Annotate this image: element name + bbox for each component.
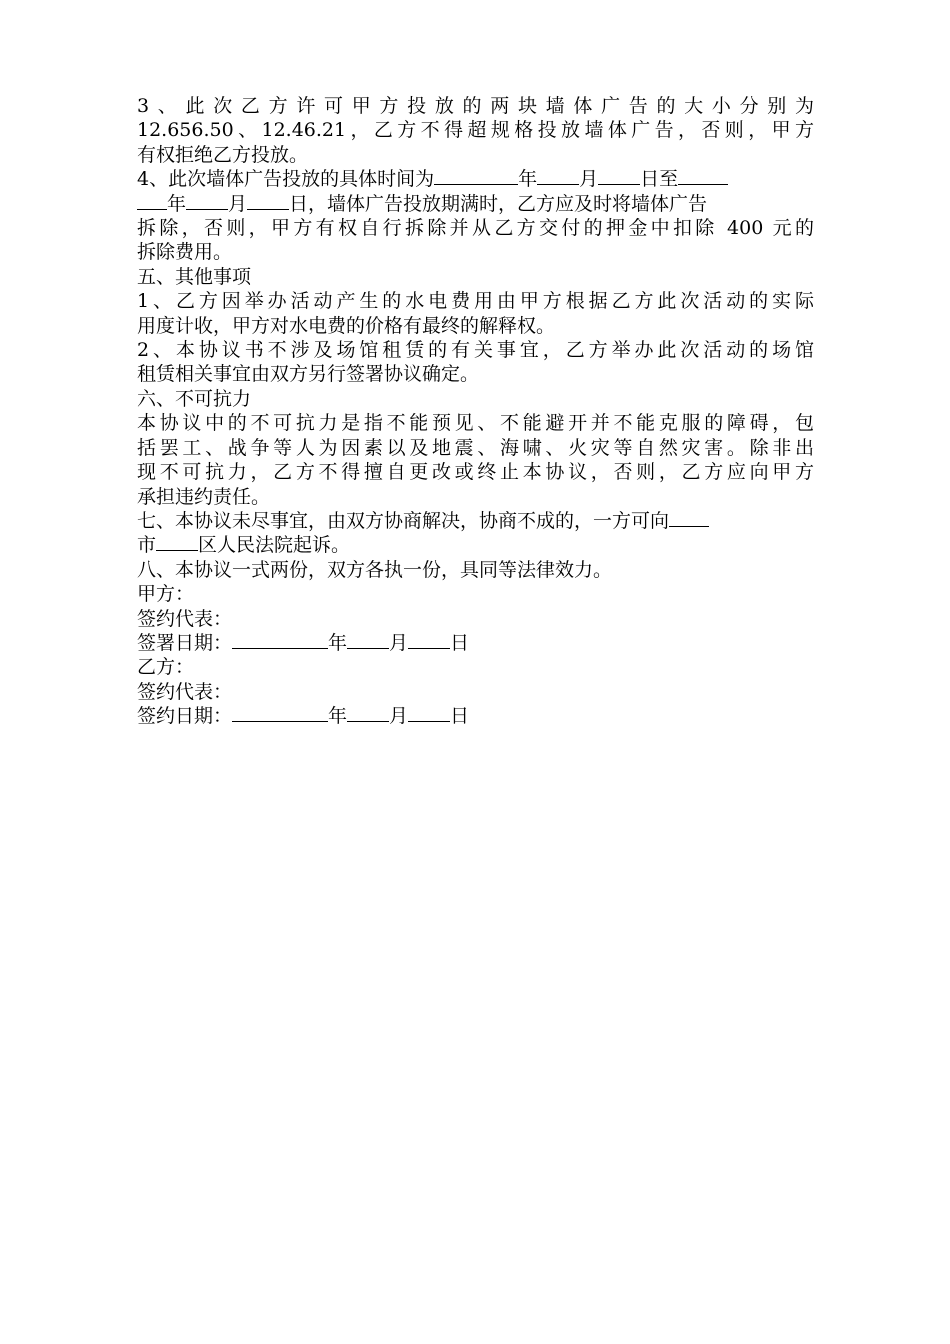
section-5-item-2-line-1: 2、本协议书不涉及场馆租赁的有关事宜，乙方举办此次活动的场馆 [137, 339, 814, 362]
year-label: 年 [518, 168, 538, 191]
end-year-blank-part [678, 167, 728, 185]
party-b-date-line [137, 704, 814, 728]
section-7-line-1 [137, 509, 814, 533]
end-year-blank [137, 192, 167, 210]
section-8-line-1: 八、本协议一式两份，双方各执一份，具同等法律效力。 [137, 558, 613, 581]
section-5-item-1-line-2: 用度计收，甲方对水电费的价格有最终的解释权。 [137, 314, 556, 337]
party-a-date-label: 签署日期： [137, 631, 233, 654]
section-6-line-3: 现不可抗力，乙方不得擅自更改或终止本协议，否则，乙方应向甲方 [137, 461, 814, 484]
month-label: 月 [579, 168, 599, 191]
clause-4-line-2 [137, 192, 814, 216]
party-a-year-blank [232, 631, 328, 649]
party-b-year-blank [232, 704, 328, 722]
clause-3-line-2: 12.656.50、12.46.21，乙方不得超规格投放墙体广告，否则，甲方 [137, 119, 814, 142]
party-a-date-line [137, 631, 814, 655]
end-day-blank [247, 192, 289, 210]
court-label: 区人民法院起诉。 [198, 534, 351, 557]
end-month-blank [186, 192, 228, 210]
end-day-label: 日，墙体广告投放期满时，乙方应及时将墙体广告 [289, 192, 708, 215]
end-year-label: 年 [167, 192, 187, 215]
start-month-blank [537, 167, 579, 185]
party-b-date-label: 签约日期： [137, 705, 233, 728]
party-b-day-label: 日 [450, 705, 470, 728]
document-page [137, 94, 814, 729]
start-day-blank [598, 167, 640, 185]
city-blank [669, 509, 709, 527]
party-a-year-label: 年 [328, 631, 348, 654]
clause-4-line-1 [137, 167, 814, 191]
district-blank [156, 533, 198, 551]
party-b-month-blank [347, 704, 389, 722]
clause-4-prefix: 4、此次墙体广告投放的具体时间为 [137, 168, 435, 191]
party-a-month-label: 月 [389, 631, 409, 654]
party-a-label: 甲方： [137, 583, 195, 606]
section-6-line-2: 括罢工、战争等人为因素以及地震、海啸、火灾等自然灾害。除非出 [137, 436, 814, 459]
section-6-heading: 六、不可抗力 [137, 387, 252, 410]
section-7-text: 七、本协议未尽事宜，由双方协商解决，协商不成的，一方可向 [137, 509, 670, 532]
section-6-line-4: 承担违约责任。 [137, 485, 271, 508]
party-b-month-label: 月 [389, 705, 409, 728]
clause-3-line-3: 有权拒绝乙方投放。 [137, 143, 309, 166]
clause-4-line-4: 拆除费用。 [137, 241, 233, 264]
party-b-rep-label: 签约代表： [137, 680, 233, 703]
section-6-line-1: 本协议中的不可抗力是指不能预见、不能避开并不能克服的障碍，包 [137, 412, 814, 435]
party-b-label: 乙方： [137, 656, 195, 679]
clause-3-line-1: 3、此次乙方许可甲方投放的两块墙体广告的大小分别为 [137, 95, 814, 117]
party-a-rep-label: 签约代表： [137, 607, 233, 630]
section-5-item-1-line-1: 1、乙方因举办活动产生的水电费用由甲方根据乙方此次活动的实际 [137, 290, 814, 313]
city-label: 市 [137, 534, 157, 557]
section-5-heading: 五、其他事项 [137, 265, 252, 288]
day-to-label: 日至 [640, 168, 679, 191]
clause-4-line-3: 拆除，否则，甲方有权自行拆除并从乙方交付的押金中扣除 400 元的 [137, 217, 814, 240]
party-a-day-label: 日 [450, 631, 470, 654]
party-a-month-blank [347, 631, 389, 649]
party-a-day-blank [408, 631, 450, 649]
party-b-year-label: 年 [328, 705, 348, 728]
start-year-blank [434, 167, 518, 185]
section-7-line-2 [137, 533, 814, 557]
end-month-label: 月 [228, 192, 248, 215]
section-5-item-2-line-2: 租赁相关事宜由双方另行签署协议确定。 [137, 363, 480, 386]
party-b-day-blank [408, 704, 450, 722]
